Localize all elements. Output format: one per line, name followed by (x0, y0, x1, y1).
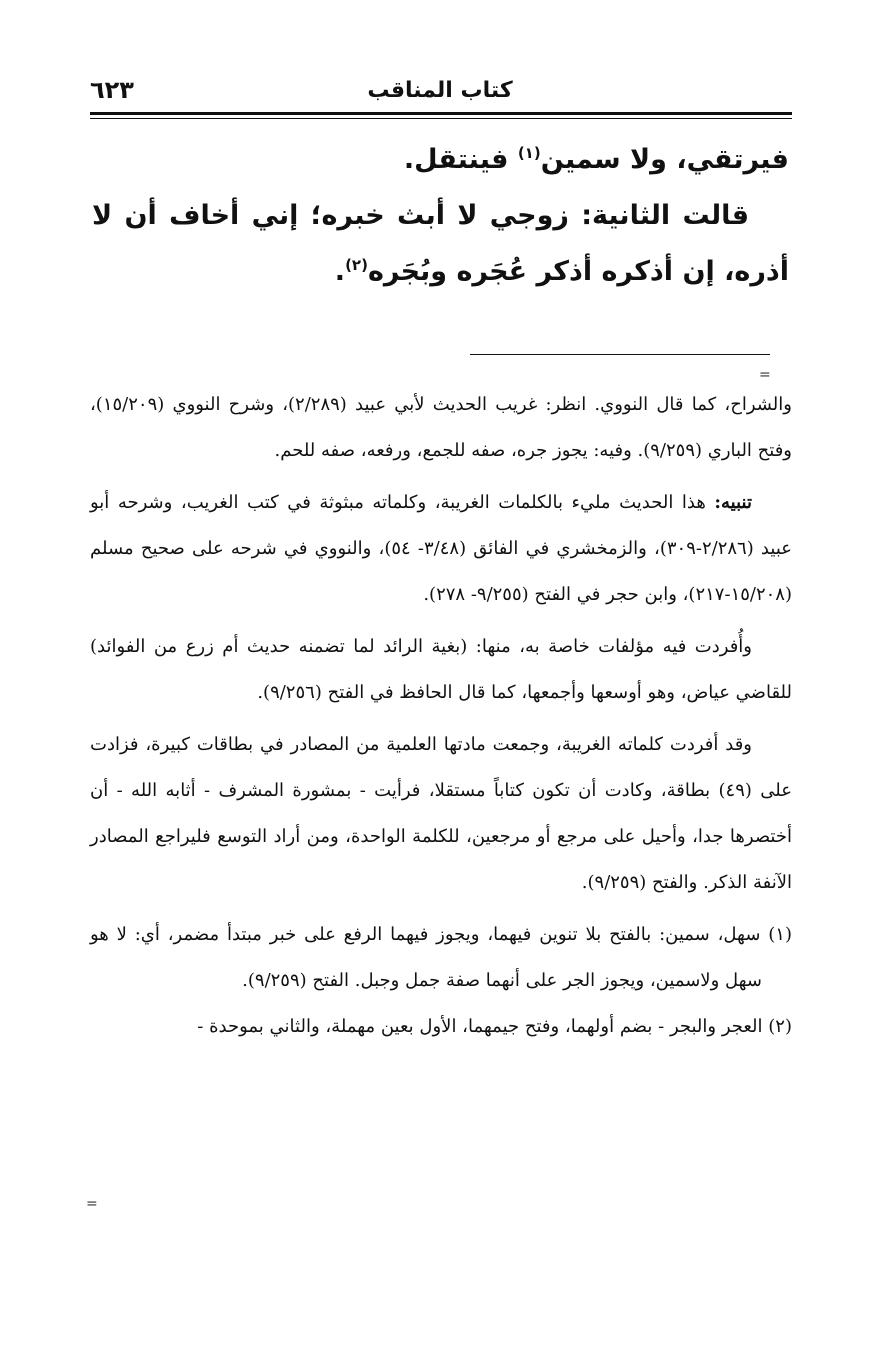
footnote-separator (470, 354, 770, 355)
continuation-mark-bottom: = (86, 1196, 98, 1212)
footnote-ref-1: (١) (517, 144, 541, 162)
main-line-1-text: فيرتقي، ولا سمين (540, 144, 789, 175)
main-text (92, 132, 789, 300)
main-line-1 (92, 132, 789, 188)
footnote-1: (١) سهل، سمين: بالفتح بلا تنوين فيهما، ويجوز فيهما الرفع على خبر مبتدأ مضمر، أي: لا هو سهل ولاسمين، ويجوز الجر على أنهما صفة جمل وجبل. الفتح (٩/٢٥٩). (90, 924, 792, 991)
main-line-1-end: فينتقل. (403, 144, 518, 175)
footnotes (90, 382, 792, 1050)
header-rule-thick (90, 112, 792, 115)
tanbih-text: هذا الحديث مليء بالكلمات الغريبة، وكلماته مبثوثة في كتب الغريب، وشرحه أبو عبيد (٢/٢٨٦-٣٠٩)، والزمخشري في الفائق (٣/٤٨- ٥٤)، والنووي في شرحه على صحيح مسلم (١٥/٢٠٨-٢١٧)، وابن حجر في الفتح (٩/٢٥٥- ٢٧٨). (90, 492, 792, 605)
running-title: كتاب المناقب (367, 78, 513, 103)
continuation-mark-top: = (759, 367, 771, 383)
footnote-2: (٢) العجر والبجر - بضم أولهما، وفتح جيمهما، الأول بعين مهملة، والثاني بموحدة - (197, 1016, 792, 1037)
main-paragraph-2 (92, 188, 789, 300)
main-paragraph-2-text: قالت الثانية: زوجي لا أبث خبره؛ إني أخاف أن لا أذره، إن أذكره أذكر عُجَره وبُجَره (92, 200, 789, 287)
main-paragraph-2-end: . (334, 256, 346, 287)
footnote-continued: والشراح، كما قال النووي. انظر: غريب الحديث لأبي عبيد (٢/٢٨٩)، وشرح النووي (١٥/٢٠٩)، وفتح الباري (٩/٢٥٩). وفيه: يجوز جره، صفه للجمع، ورفعه، صفه للحم. (90, 394, 792, 461)
page-header (90, 76, 790, 110)
footnote-ufridat: وأُفردت فيه مؤلفات خاصة به، منها: (بغية الرائد لما تضمنه حديث أم زرع من الفوائد) للقاضي عياض، وهو أوسعها وأجمعها، كما قال الحافظ في الفتح (٩/٢٥٦). (90, 636, 792, 703)
footnote-tanbih (90, 480, 792, 618)
tanbih-label: تنبيه: (714, 492, 752, 513)
footnote-ref-2: (٢) (345, 256, 368, 274)
page-number: ٦٢٣ (90, 76, 134, 104)
footnote-afradtu: وقد أفردت كلماته الغريبة، وجمعت مادتها العلمية من المصادر في بطاقات كبيرة، فزادت على (٤٩) بطاقة، وكادت أن تكون كتاباً مستقلا، فرأيت - بمشورة المشرف - أثابه الله - أن أختصرها جدا، وأحيل على مرجع أو مرجعين، للكلمة الواحدة، ومن أراد التوسع فليراجع المصادر الآنفة الذكر. والفتح (٩/٢٥٩). (90, 734, 792, 893)
header-rule-thin (90, 118, 792, 119)
